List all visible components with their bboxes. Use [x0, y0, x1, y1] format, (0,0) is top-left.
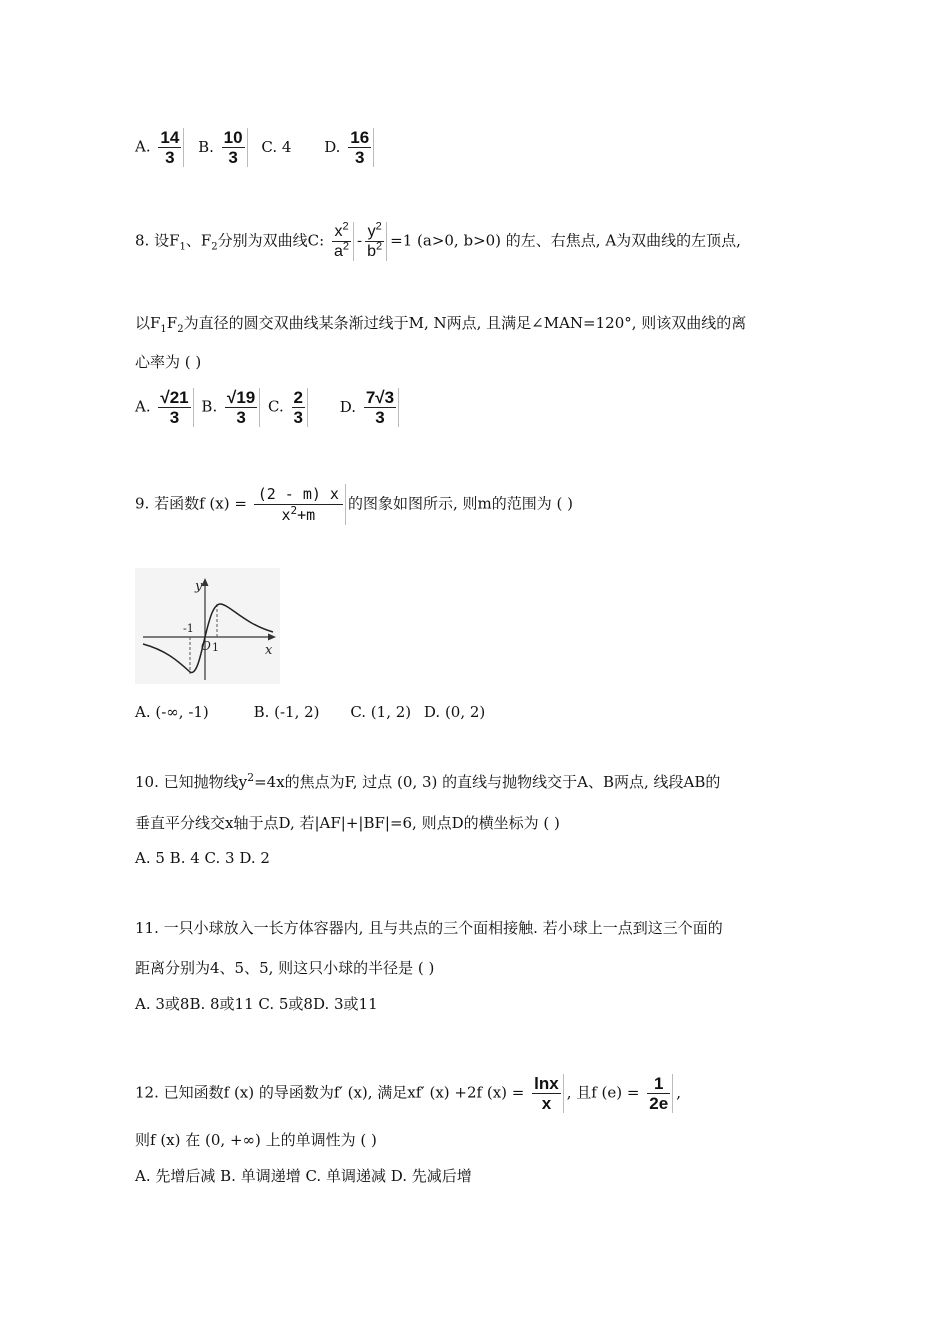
- q9-function-fraction: $\frac{(2 - m) x}{x^2+m}$: [254, 484, 346, 525]
- q8-option-c-label: C.: [268, 397, 284, 416]
- q12-stem-line2: 则f (x) 在 (0, +∞) 上的单调性为 ( ): [135, 1131, 377, 1149]
- q7-option-d-fraction: $\frac{16}{3}$: [348, 128, 374, 167]
- q11-stem-line2: 距离分别为4、5、5, 则这只小球的半径是 ( ): [135, 959, 435, 977]
- q10-options: A. 5 B. 4 C. 3 D. 2: [135, 849, 270, 867]
- q8-option-c-fraction: $\frac{2}{3}$: [292, 388, 308, 427]
- q11-stem-line1: 11. 一只小球放入一长方体容器内, 且与共点的三个面相接触. 若小球上一点到这三个面的: [135, 919, 723, 937]
- one-label: 1: [212, 641, 219, 654]
- q9-stem: 9. 若函数f (x) = $\frac{(2 - m) x}{x^2+m}$ 的图象如图所示, 则m的范围为 ( ): [135, 485, 573, 524]
- q8-stem-line1: 8. 设$F_1$、$F_2$分别为双曲线C: $\frac{x^2}{a^2}$ - $\frac{y^2}{b^2}$ =1 (a>0, b>0) 的左、右焦点, A为双曲线的左顶点,: [135, 220, 741, 260]
- q8-stem-line2: 以$F_1F_2$为直径的圆交双曲线某条渐过线于M, N两点, 且满足∠MAN=120°, 则该双曲线的离: [135, 314, 747, 335]
- q10-stem-line2: 垂直平分线交x轴于点D, 若|AF|+|BF|=6, 则点D的横坐标为 ( ): [135, 814, 560, 832]
- q8-option-b-fraction: $\frac{√19}{3}$: [225, 388, 260, 427]
- q9-option-c: C. (1, 2): [350, 703, 412, 721]
- q9-option-b: B. (-1, 2): [253, 703, 320, 721]
- q11-options: A. 3或8B. 8或11 C. 5或8D. 3或11: [135, 995, 378, 1013]
- q7-options: [135, 128, 377, 167]
- origin-label: O: [201, 639, 211, 653]
- q12-lnx-over-x: $\frac{\ln x}{x}$: [532, 1074, 564, 1113]
- q7-option-b-fraction: $\frac{10}{3}$: [222, 128, 248, 167]
- q7-option-d-label: D.: [324, 137, 341, 156]
- q9-option-d: D. (0, 2): [423, 703, 486, 721]
- q12-stem-line1: 12. 已知函数f (x) 的导函数为f′ (x), 满足xf′ (x) +2f (x) = $\frac{\ln x}{x}$ , 且f (e) = $\frac{1}{2e}$ ,: [135, 1074, 681, 1113]
- y-axis-label: y: [195, 579, 203, 594]
- q10-stem-line1: 10. 已知抛物线$y^2=4x$的焦点为F, 过点 (0, 3) 的直线与抛物线交于A、B两点, 线段AB的: [135, 771, 721, 791]
- q8-y2-over-b2: $\frac{y^2}{b^2}$: [365, 222, 387, 261]
- q8-option-d-label: D.: [339, 397, 357, 416]
- q7-option-b-label: B.: [198, 137, 214, 156]
- minus-one-label: -1: [183, 622, 194, 635]
- q7-option-c: C. 4: [261, 137, 292, 156]
- q12-options: A. 先增后减 B. 单调递增 C. 单调递减 D. 先减后增: [135, 1167, 472, 1185]
- q8-x2-over-a2: $\frac{x^2}{a^2}$: [332, 222, 354, 261]
- x-axis-label: x: [265, 643, 273, 658]
- q8-stem-line3: 心率为 ( ): [135, 353, 202, 371]
- q7-option-a-fraction: $\frac{14}{3}$: [158, 128, 184, 167]
- q9-options: [135, 702, 485, 722]
- q8-option-a-label: A.: [135, 397, 151, 416]
- q8-option-a-fraction: $\frac{√21}{3}$: [158, 388, 193, 427]
- q9-option-a: A. (-∞, -1): [135, 703, 209, 721]
- q7-option-a-label: A.: [135, 137, 151, 156]
- q8-options: [135, 388, 402, 427]
- q8-option-d-fraction: $\frac{7√3}{3}$: [364, 388, 399, 427]
- q12-one-over-2e: $\frac{1}{2e}$: [647, 1074, 673, 1113]
- q8-option-b-label: B.: [201, 397, 218, 416]
- q9-function-graph: [135, 568, 280, 684]
